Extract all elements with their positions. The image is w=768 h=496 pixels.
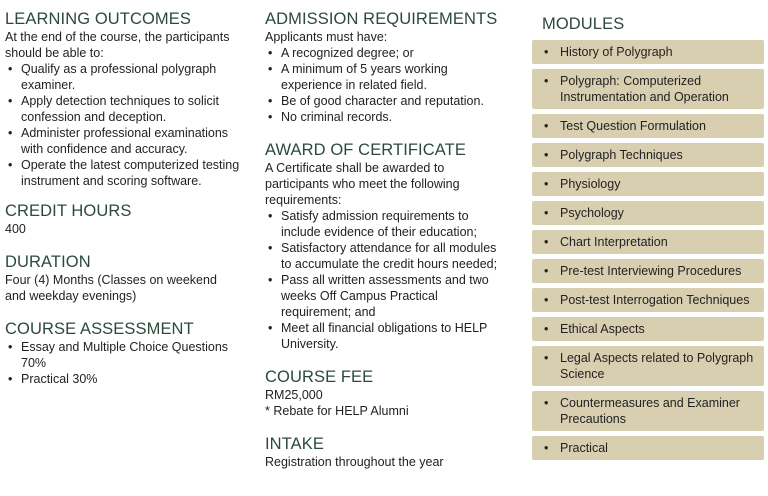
modules-title: MODULES (542, 15, 625, 33)
admission-requirements-intro: Applicants must have: (265, 30, 388, 44)
duration-title: DURATION (5, 253, 91, 271)
list-item: • Pass all written assessments and two weeks Off Campus Practical requirement; and (265, 272, 510, 320)
admission-requirements-list (265, 45, 505, 125)
award-of-certificate-list (265, 208, 510, 352)
left-column (5, 10, 250, 400)
module-item: • Practical (532, 436, 764, 460)
module-item: • History of Polygraph (532, 40, 764, 64)
duration-value: Four (4) Months (Classes on weekend and weekday evenings) (5, 273, 217, 303)
credit-hours-section (5, 202, 250, 237)
award-of-certificate-section (265, 141, 515, 352)
modules-column (532, 10, 764, 465)
module-item: • Polygraph Techniques (532, 143, 764, 167)
intake-value: Registration throughout the year (265, 455, 444, 469)
module-item: • Legal Aspects related to Polygraph Science (532, 346, 764, 386)
credit-hours-value: 400 (5, 222, 26, 236)
module-item: • Pre-test Interviewing Procedures (532, 259, 764, 283)
list-item: • Meet all financial obligations to HELP University. (265, 320, 510, 352)
award-of-certificate-intro: A Certificate shall be awarded to participants who meet the following requirements: (265, 161, 460, 207)
module-item: • Psychology (532, 201, 764, 225)
learning-outcomes-section (5, 10, 250, 189)
module-item: • Ethical Aspects (532, 317, 764, 341)
list-item: • A minimum of 5 years working experience in related field. (265, 61, 505, 93)
course-assessment-section (5, 320, 250, 387)
list-item: • Qualify as a professional polygraph examiner. (5, 61, 250, 93)
list-item: • Administer professional examinations with confidence and accuracy. (5, 125, 250, 157)
learning-outcomes-intro: At the end of the course, the participants should be able to: (5, 30, 230, 60)
course-fee-section (265, 368, 515, 419)
course-assessment-title: COURSE ASSESSMENT (5, 320, 194, 338)
module-item: • Test Question Formulation (532, 114, 764, 138)
credit-hours-title: CREDIT HOURS (5, 202, 132, 220)
intake-title: INTAKE (265, 435, 324, 453)
list-item: • Apply detection techniques to solicit confession and deception. (5, 93, 250, 125)
learning-outcomes-list (5, 61, 250, 189)
list-item: • Be of good character and reputation. (265, 93, 505, 109)
list-item: • Satisfy admission requirements to include evidence of their education; (265, 208, 510, 240)
admission-requirements-section (265, 10, 515, 125)
list-item: • No criminal records. (265, 109, 505, 125)
module-item: • Post-test Interrogation Techniques (532, 288, 764, 312)
list-item: • Operate the latest computerized testing instrument and scoring software. (5, 157, 250, 189)
list-item: • Practical 30% (5, 371, 240, 387)
duration-section (5, 253, 250, 304)
intake-section (265, 435, 515, 470)
module-item: • Chart Interpretation (532, 230, 764, 254)
course-fee-note: * Rebate for HELP Alumni (265, 404, 409, 418)
list-item: • A recognized degree; or (265, 45, 505, 61)
course-fee-value: RM25,000 (265, 388, 323, 402)
middle-column (265, 10, 515, 483)
course-fee-title: COURSE FEE (265, 368, 374, 386)
learning-outcomes-title: LEARNING OUTCOMES (5, 10, 191, 28)
module-item: • Physiology (532, 172, 764, 196)
admission-requirements-title: ADMISSION REQUIREMENTS (265, 10, 498, 28)
list-item: • Essay and Multiple Choice Questions 70% (5, 339, 240, 371)
award-of-certificate-title: AWARD OF CERTIFICATE (265, 141, 466, 159)
module-item: • Countermeasures and Examiner Precautions (532, 391, 764, 431)
course-assessment-list (5, 339, 240, 387)
list-item: • Satisfactory attendance for all modules to accumulate the credit hours needed; (265, 240, 510, 272)
modules-list (532, 40, 764, 460)
module-item: • Polygraph: Computerized Instrumentation and Operation (532, 69, 764, 109)
